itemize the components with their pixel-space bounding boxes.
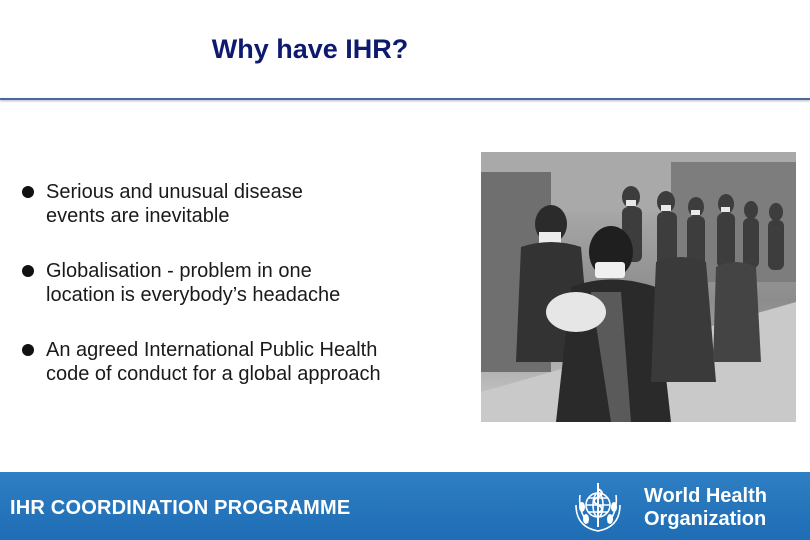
bullet-icon	[22, 186, 34, 198]
list-item	[22, 180, 482, 228]
org-name-line1: World Health	[644, 485, 767, 507]
photo-illustration	[481, 152, 796, 422]
slide-title: Why have IHR?	[211, 34, 409, 64]
organization-name	[644, 485, 767, 531]
bullet-text: Globalisation - problem in one location is everybody’s headache	[46, 260, 341, 306]
bullet-icon	[22, 344, 34, 356]
list-item	[22, 338, 482, 386]
list-item	[22, 259, 482, 307]
bullet-list	[22, 180, 482, 386]
historical-photo	[481, 152, 796, 422]
org-name-line2: Organization	[644, 508, 767, 530]
bullet-text: Serious and unusual disease events are inevitable	[46, 181, 303, 227]
title-divider	[0, 98, 810, 100]
bullet-text: An agreed International Public Health code of conduct for a global approach	[46, 339, 381, 385]
programme-name: IHR COORDINATION PROGRAMME	[10, 497, 351, 519]
who-emblem-icon	[568, 477, 628, 537]
bullet-icon	[22, 265, 34, 277]
